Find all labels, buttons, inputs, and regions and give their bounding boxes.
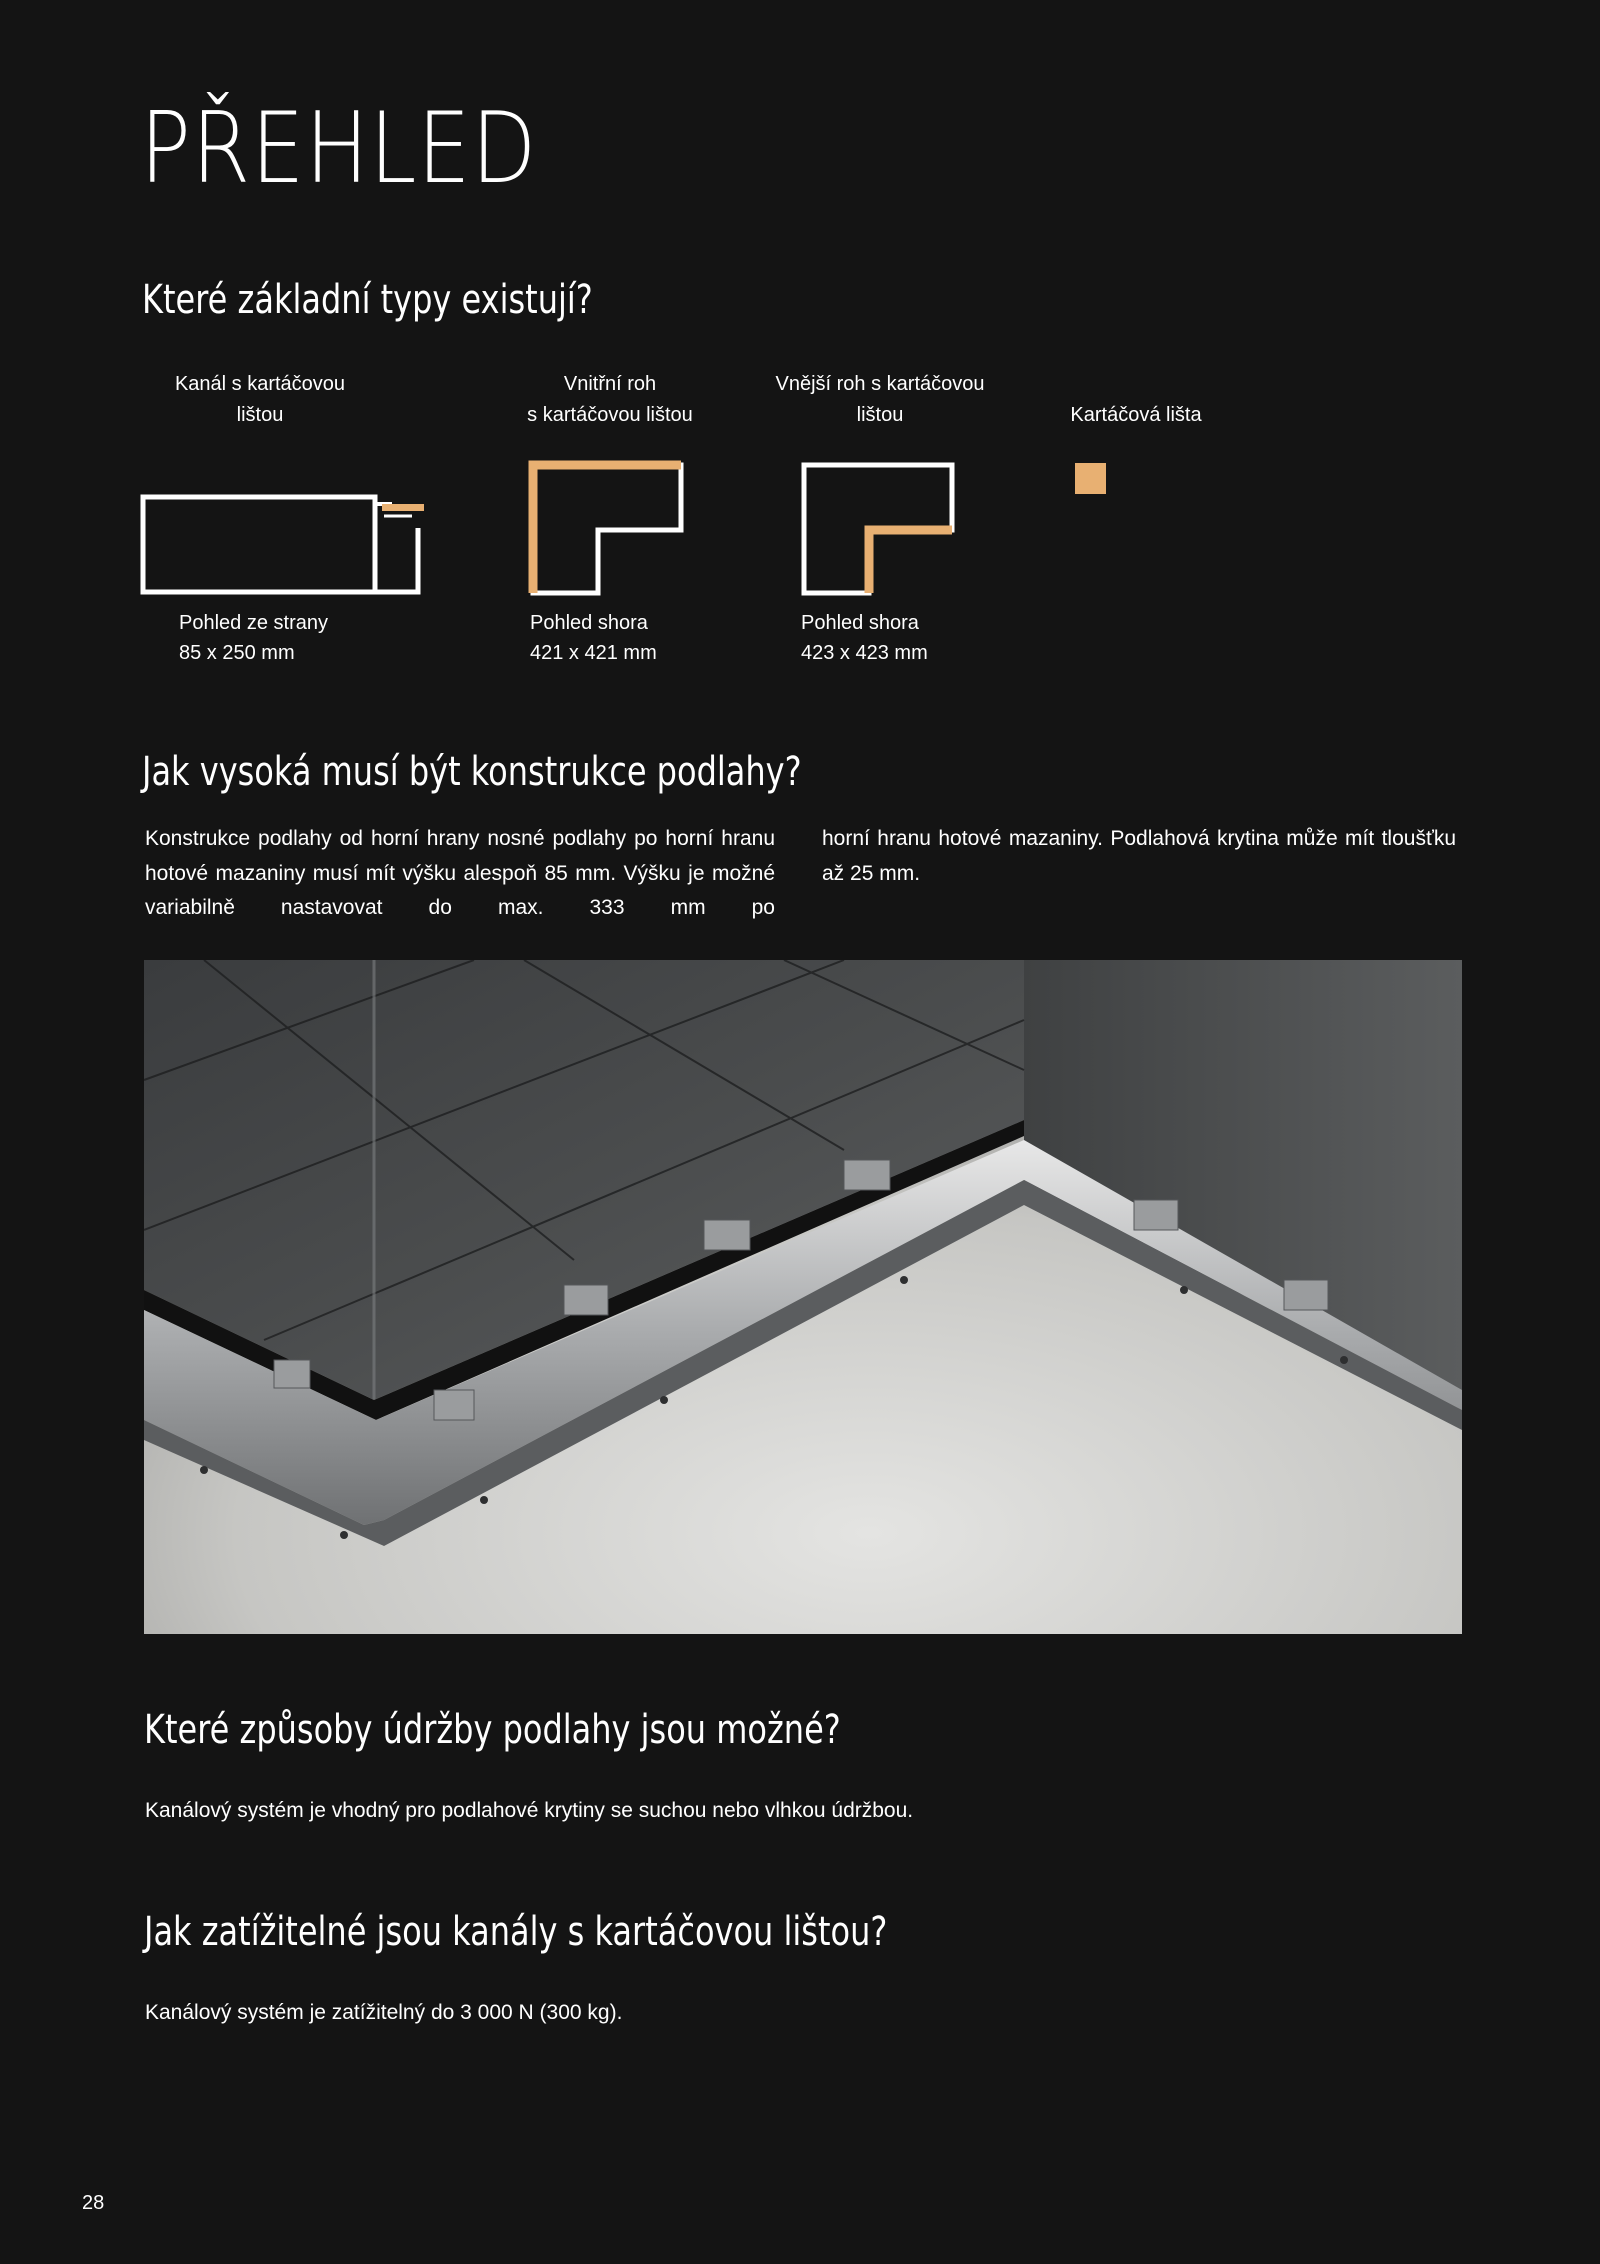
brush-strip-icon	[1075, 463, 1106, 494]
types-heading: Které základní typy existují?	[142, 277, 593, 323]
outer-corner-icon	[799, 460, 959, 598]
height-heading: Jak vysoká musí být konstrukce podlahy?	[142, 749, 802, 795]
dimension-caption: 423 x 423 mm	[801, 642, 928, 664]
floor-channel-system-photo	[144, 960, 1462, 1634]
channel-side-view-icon	[140, 490, 430, 600]
type-label-line1: Vnitřní roh	[563, 373, 657, 395]
page-title: PŘEHLED	[140, 92, 538, 206]
type-label-line2: lištou	[856, 404, 904, 426]
caption-inner-corner	[530, 608, 657, 668]
type-label-inner-corner	[500, 369, 720, 431]
caption-channel	[179, 608, 328, 668]
load-text: Kanálový systém je zatížitelný do 3 000 N (300 kg).	[145, 2001, 623, 2024]
type-label-outer-corner	[755, 369, 1005, 431]
dimension-caption: 421 x 421 mm	[530, 642, 657, 664]
type-label-brush-strip	[1040, 369, 1232, 431]
type-label-line2: s kartáčovou lištou	[527, 404, 693, 426]
dimension-caption: 85 x 250 mm	[179, 642, 295, 664]
inner-corner-icon	[528, 460, 688, 598]
type-label-line1	[1040, 369, 1232, 400]
caption-outer-corner	[801, 608, 928, 668]
view-caption: Pohled shora	[530, 612, 648, 634]
height-text-column-2: horní hranu hotové mazaniny. Podlahová krytina může mít tloušťku až 25 mm.	[822, 827, 1456, 885]
view-caption: Pohled shora	[801, 612, 919, 634]
load-heading: Jak zatížitelné jsou kanály s kartáčovou lištou?	[144, 1909, 888, 1955]
view-caption: Pohled ze strany	[179, 612, 328, 634]
maintenance-text: Kanálový systém je vhodný pro podlahové krytiny se suchou nebo vlhkou údržbou.	[145, 1799, 914, 1822]
page-number: 28	[82, 2192, 105, 2214]
type-label-line2: lištou	[236, 404, 284, 426]
type-label-line2: Kartáčová lišta	[1070, 404, 1202, 426]
type-label-channel	[160, 369, 360, 431]
height-text-column-1: Konstrukce podlahy od horní hrany nosné podlahy po horní hranu hotové mazaniny musí mít výšku alespoň 85 mm. Výšku je možné variabilně nastavovat do max. 333 mm po	[145, 827, 775, 919]
type-label-line1: Vnější roh s kartáčovou	[775, 373, 985, 395]
type-label-line1: Kanál s kartáčovou	[174, 373, 346, 395]
maintenance-heading: Které způsoby údržby podlahy jsou možné?	[144, 1707, 841, 1753]
